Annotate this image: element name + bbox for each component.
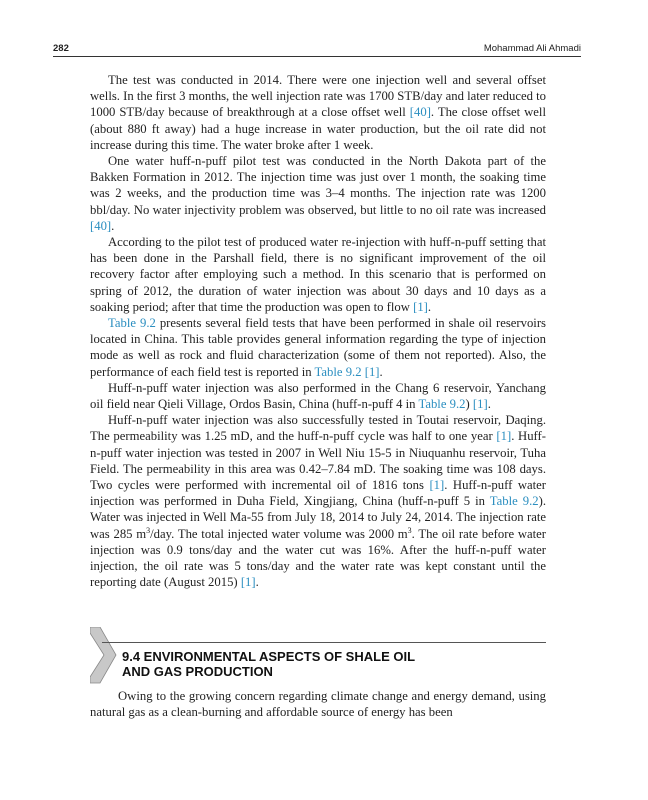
citation-link[interactable]: [1]: [413, 299, 428, 314]
text-run: .: [379, 364, 383, 379]
text-run: . Huff-n-puff water injection was tested in 2007 in Well Niu 15-5 in Niuquanhu reservoir, Tuha Field. The permeability in this area was 0.42–7.84 mD. The soaking time was 108 days. Two cycles were performed with incremental oil of 1816 tons: [90, 429, 547, 493]
text-run: .: [255, 575, 259, 590]
text-run: One water huff-n-puff pilot test was conducted in the North Dakota part of the Bakken Formation in 2012. The injection time was just over 1 month, the soaking time was 2 weeks, and the production time was 3–4 months. The injection rate was 1200 bbl/day. No water injectivity problem was observed, but little to no oil rate was increased: [90, 154, 546, 217]
body-text: [90, 72, 546, 591]
citation-link[interactable]: Table 9.2: [489, 494, 539, 509]
citation-link[interactable]: [40]: [90, 218, 112, 233]
text-run: ): [465, 397, 473, 412]
paragraph: [90, 72, 546, 153]
text-run: . The close offset well (about 880 ft away) had a huge increase in water production, but the oil rate did not increase during this time. The water broke after 1 week.: [90, 105, 546, 152]
running-author: Mohammad Ali Ahmadi: [483, 43, 581, 54]
page-number: 282: [53, 43, 69, 54]
citation-link[interactable]: [1]: [472, 397, 488, 412]
text-run: .: [111, 218, 115, 233]
running-header: [53, 41, 581, 57]
citation-link[interactable]: [40]: [409, 105, 431, 120]
chevron-icon: [90, 627, 120, 685]
paragraph: [90, 315, 546, 380]
section-title-line-2: AND GAS PRODUCTION: [122, 664, 273, 679]
paragraph: [90, 412, 546, 590]
citation-link[interactable]: [1]: [429, 478, 445, 493]
superscript: 3: [407, 525, 412, 535]
section-rule: [102, 642, 546, 643]
citation-link[interactable]: Table 9.2: [418, 397, 466, 412]
paragraph: Owing to the growing concern regarding climate change and energy demand, using natural gas as a clean-burning and affordable source of energy has been: [90, 689, 546, 720]
paragraph: [90, 380, 546, 412]
citation-link[interactable]: Table 9.2: [314, 364, 362, 379]
paragraph: [90, 234, 546, 315]
text-run: According to the pilot test of produced water re-injection with huff-n-puff setting that has been done in the Parshall field, there is no significant improvement of the oil recovery factor after employing such a method. In this scenario that is performed on spring of 2012, the duration of water injection was about 30 days and 10 days as a soaking period; after that time the production was open to flow: [90, 235, 546, 314]
text-run: /day. The total injected water volume was 2000 m: [150, 526, 408, 541]
section-title: [122, 649, 415, 679]
text-run: .: [487, 397, 491, 412]
text-run: . Huff-n-puff water injection was performed in Duha Field, Xingjiang, China (huff-n-puff 5 in: [90, 478, 546, 509]
section-body: [90, 688, 546, 720]
section-title-line-1: 9.4 ENVIRONMENTAL ASPECTS OF SHALE OIL: [122, 649, 416, 664]
paragraph: [90, 153, 546, 234]
text-run: Huff-n-puff water injection was also successfully tested in Toutai reservoir, Daqing. The permeability was 1.25 mD, and the huff-n-puff cycle was half to one year: [90, 413, 546, 444]
text-run: .: [427, 299, 432, 314]
text-run: ). Water was injected in Well Ma-55 from July 18, 2014 to July 24, 2014. The injection rate was 285 m: [90, 494, 547, 541]
section-heading: [90, 627, 546, 687]
text-run: Huff-n-puff water injection was also performed in the Chang 6 reservoir, Yanchang oil field near Qieli Village, Ordos Basin, China (huff-n-puff 4 in: [90, 380, 546, 412]
superscript: 3: [146, 525, 151, 535]
text-run: presents several field tests that have been performed in shale oil reservoirs located in China. This table provides general information regarding the type of injection mode as well as rock and fluid characterization (some of them not reported). Also, the performance of each field test is reported in: [90, 316, 546, 379]
citation-link[interactable]: [1]: [240, 575, 256, 590]
citation-link[interactable]: Table 9.2: [108, 316, 156, 331]
citation-link[interactable]: [1]: [364, 364, 380, 379]
citation-link[interactable]: [1]: [496, 429, 512, 444]
text-run: . The oil rate before water injection was 0.9 tons/day and the water cut was 16%. After the huff-n-puff water injection, the oil rate was 5 tons/day and the water rate was kept constant until the reporting date (August 2015): [90, 526, 547, 590]
text-run: The test was conducted in 2014. There were one injection well and several offset wells. In the first 3 months, the well injection rate was 1700 STB/day and later reduced to 1000 STB/day because of breakthrough at a close offset well: [90, 73, 546, 120]
